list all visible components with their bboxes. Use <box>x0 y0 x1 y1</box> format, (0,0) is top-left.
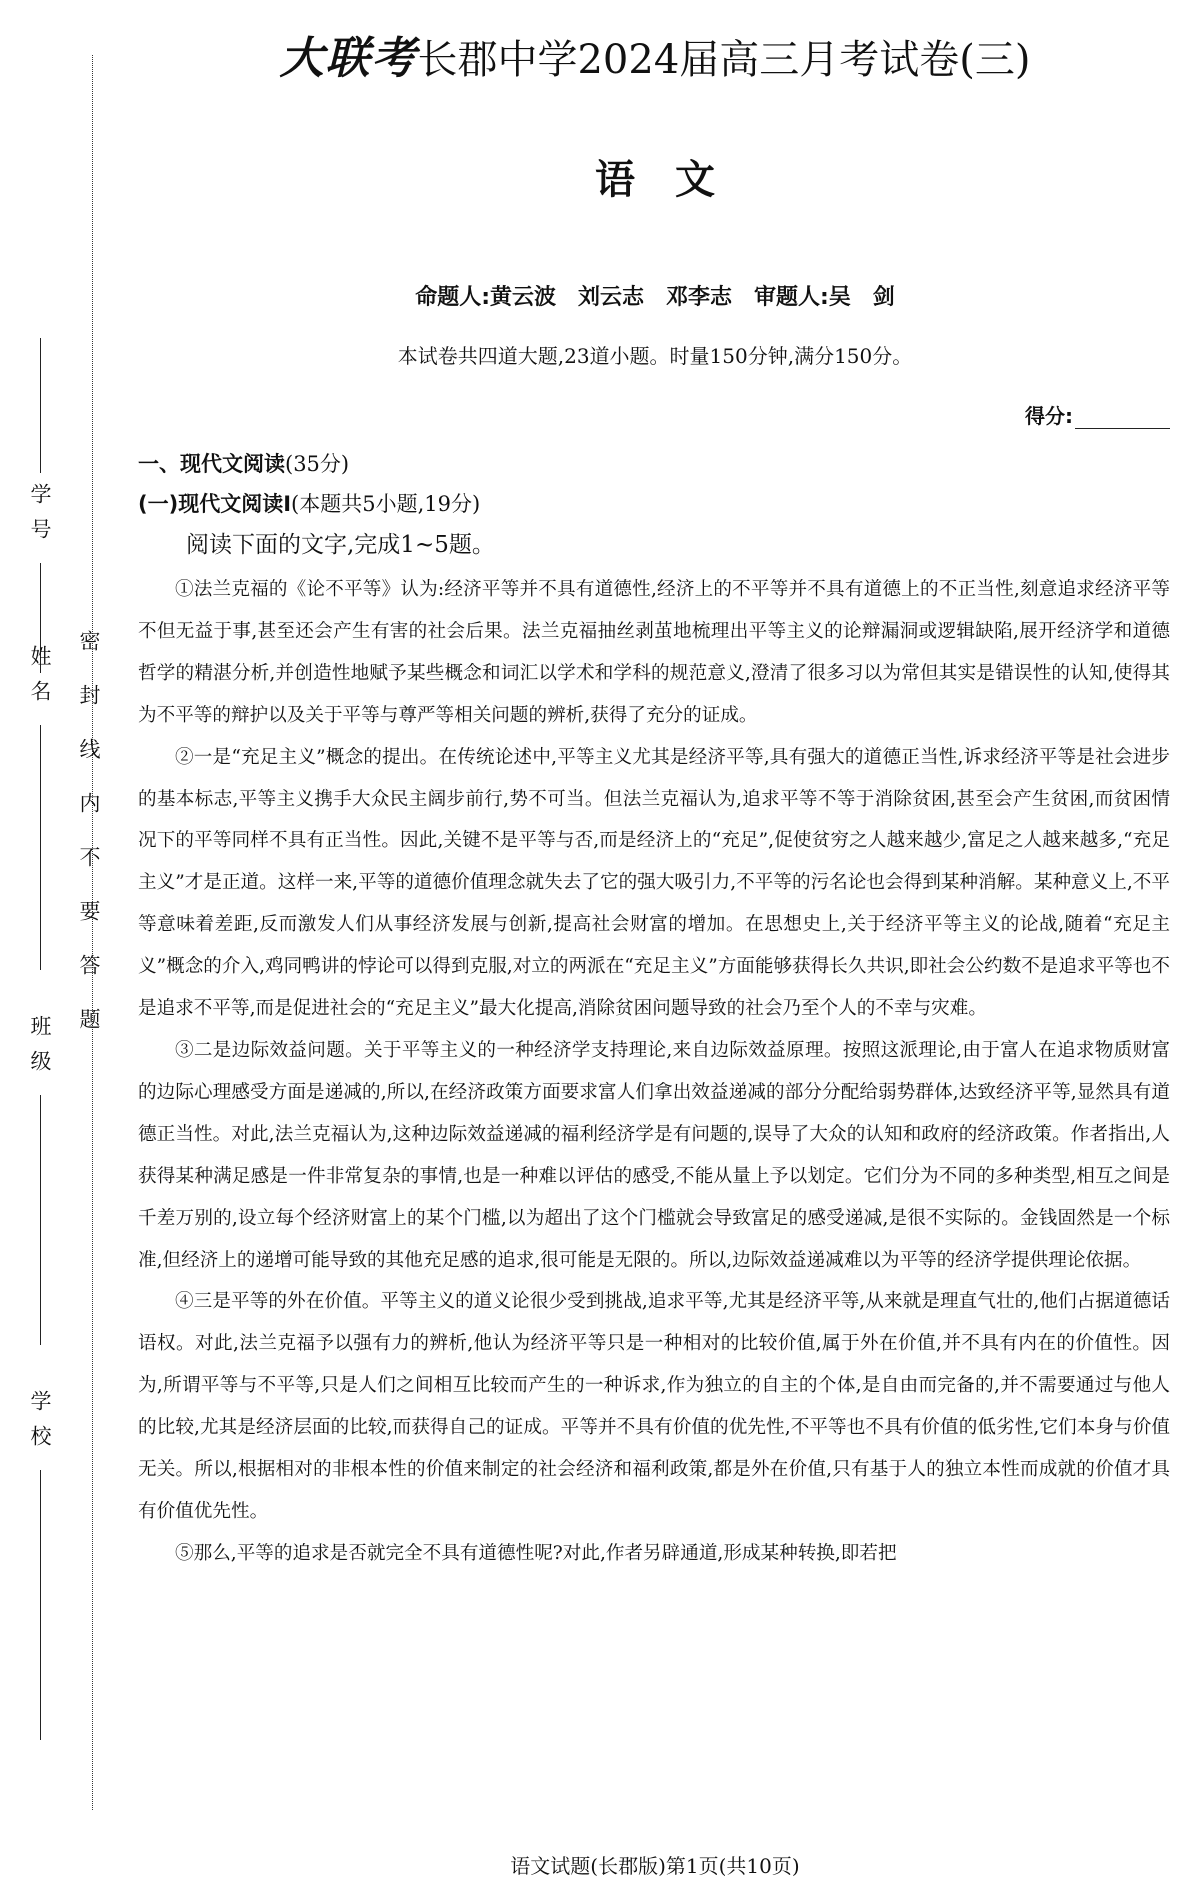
section-points: (35分) <box>285 452 350 476</box>
subsection-title: (一)现代文阅读Ⅰ <box>138 492 292 516</box>
paragraph-5: ⑤那么,平等的追求是否就完全不具有道德性呢?对此,作者另辟通道,形成某种转换,即若把 <box>175 1542 897 1564</box>
name-field <box>28 635 52 970</box>
school-blank <box>40 1470 41 1740</box>
seal-notice: 密封线内不要答题 <box>77 630 101 1062</box>
paragraph-1: ①法兰克福的《论不平等》认为:经济平等并不具有道德性,经济上的不平等并不具有道德上的不正当性,刻意追求经济平等不但无益于事,甚至还会产生有害的社会后果。法兰克福抽丝剥茧地梳理出平等主义的论辩漏洞或逻辑缺陷,展开经济学和道德哲学的精湛分析,并创造性地赋予某些概念和词汇以学术和学科的规范意义,澄清了很多习以为常但其实是错误性的认知,使得其为不平等的辩护以及关于平等与尊严等相关问题的辨析,获得了充分的证成。 <box>138 579 1170 726</box>
score-blank <box>1075 406 1170 429</box>
school-field <box>28 1380 52 1740</box>
name-label: 姓名 <box>28 645 52 715</box>
page-footer: 语文试题(长郡版)第1页(共10页) <box>510 1854 800 1878</box>
class-blank <box>40 1095 41 1345</box>
student-id-label: 学号 <box>28 483 52 553</box>
score-box <box>1025 400 1170 429</box>
student-id-field <box>28 338 52 673</box>
section-heading <box>138 448 1170 478</box>
binding-strip <box>0 0 110 1901</box>
class-field <box>28 1005 52 1345</box>
name-blank <box>40 725 41 970</box>
section-title: 一、现代文阅读 <box>138 452 285 476</box>
paragraph-4: ④三是平等的外在价值。平等主义的道义论很少受到挑战,追求平等,尤其是经济平等,从来就是理直气壮的,他们占据道德话语权。对此,法兰克福予以强有力的辨析,他认为经济平等只是一种相对的比较价值,属于外在价值,并不具有内在的价值性。因为,所谓平等与不平等,只是人们之间相互比较而产生的一种诉求,作为独立的自主的个体,是自由而完备的,并不需要通过与他人的比较,尤其是经济层面的比较,而获得自己的证成。平等并不具有价值的优先性,不平等也不具有价值的低劣性,它们本身与价值无关。所以,根据相对的非根本性的价值来制定的社会经济和福利政策,都是外在价值,只有基于人的独立本性而成就的价值才具有价值优先性。 <box>138 1291 1170 1522</box>
exam-title <box>110 22 1200 86</box>
paragraph-3: ③二是边际效益问题。关于平等主义的一种经济学支持理论,来自边际效益原理。按照这派理论,由于富人在追求物质财富的边际心理感受方面是递减的,所以,在经济政策方面要求富人们拿出效益递减的部分分配给弱势群体,达致经济平等,显然具有道德正当性。对此,法兰克福认为,这种边际效益递减的福利经济学是有问题的,误导了大众的认知和政府的经济政策。作者指出,人获得某种满足感是一件非常复杂的事情,也是一种难以评估的感受,不能从量上予以划定。它们分为不同的多种类型,相互之间是千差万别的,设立每个经济财富上的某个门槛,以为超出了这个门槛就会导致富足的感受递减,是很不实际的。金钱固然是一个标准,但经济上的递增可能导致的其他充足感的追求,很可能是无限的。所以,边际效益递减难以为平等的经济学提供理论依据。 <box>138 1039 1170 1271</box>
exam-title-text: 长郡中学2024届高三月考试卷(三) <box>417 37 1031 83</box>
subject-title: 语文 <box>595 157 755 203</box>
brand-logo-text: 大联考 <box>279 33 418 84</box>
score-label: 得分: <box>1025 404 1073 428</box>
school-label: 学校 <box>28 1390 52 1460</box>
subsection-heading <box>138 488 1170 518</box>
authors-line: 命题人:黄云波 刘云志 邓李志 审题人:吴 剑 <box>415 285 895 310</box>
main-content <box>138 448 1170 1575</box>
subsection-points: (本题共5小题,19分) <box>291 492 481 516</box>
student-id-blank <box>40 338 41 473</box>
paragraph-2: ②一是“充足主义”概念的提出。在传统论述中,平等主义尤其是经济平等,具有强大的道德正当性,诉求经济平等是社会进步的基本标志,平等主义携手大众民主阔步前行,势不可当。但法兰克福认为,追求平等不等于消除贫困,甚至会产生贫困,而贫困情况下的平等同样不具有正当性。因此,关键不是平等与否,而是经济上的“充足”,促使贫穷之人越来越少,富足之人越来越多,“充足主义”才是正道。这样一来,平等的道德价值理念就失去了它的强大吸引力,不平等的污名论也会得到某种消解。某种意义上,不平等意味着差距,反而激发人们从事经济发展与创新,提高社会财富的增加。在思想史上,关于经济平等主义的论战,随着“充足主义”概念的介入,鸡同鸭讲的悖论可以得到克服,对立的两派在“充足主义”方面能够获得长久共识,即社会公约数不是追求平等也不是追求不平等,而是促进社会的“充足主义”最大化提高,消除贫困问题导致的社会乃至个人的不幸与灾难。 <box>138 746 1170 1020</box>
exam-info: 本试卷共四道大题,23道小题。时量150分钟,满分150分。 <box>397 344 913 368</box>
class-label: 班级 <box>28 1015 52 1085</box>
reading-instruction: 阅读下面的文字,完成1~5题。 <box>186 532 495 558</box>
